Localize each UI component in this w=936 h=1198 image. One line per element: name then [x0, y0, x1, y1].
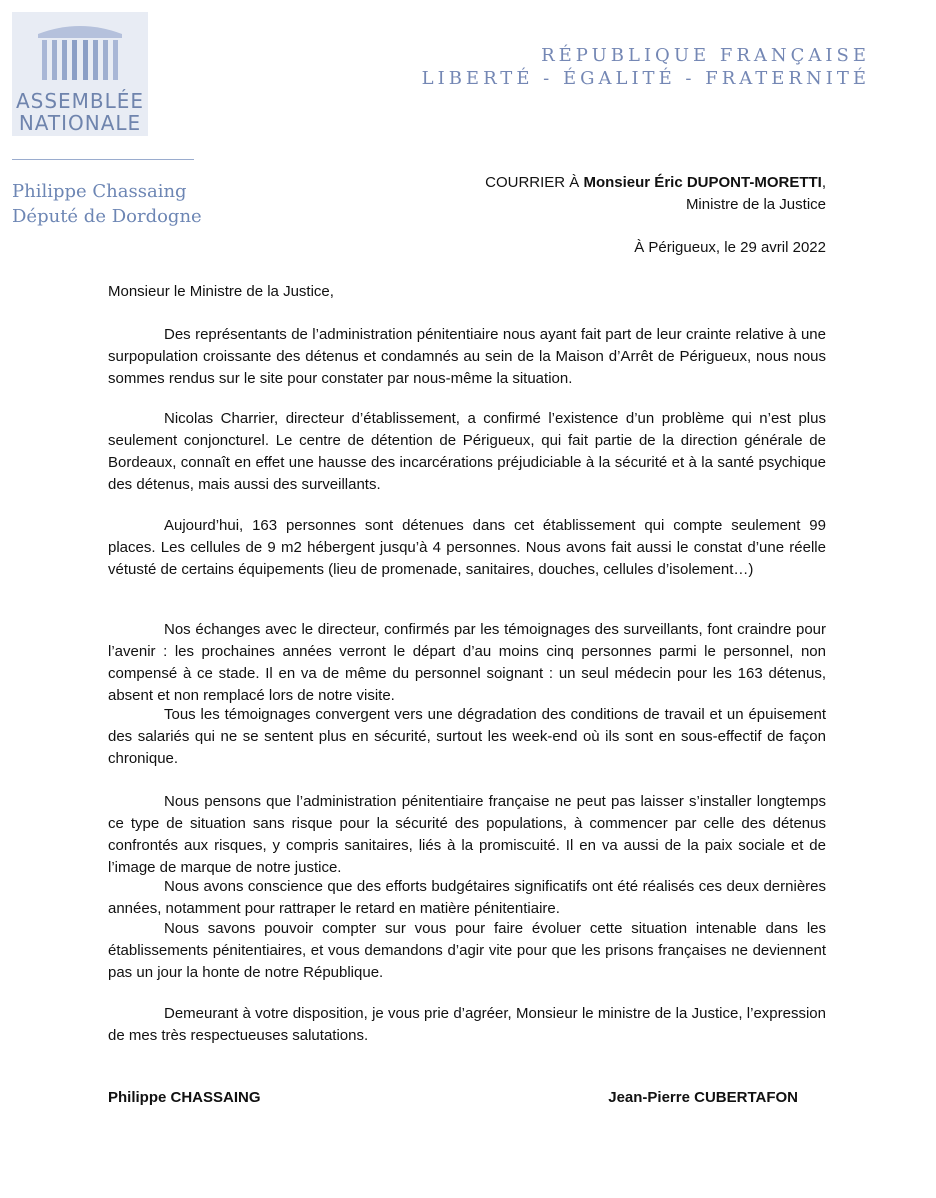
paragraph-5: Tous les témoignages convergent vers une dégradation des conditions de travail et un épuisement des salariés qui ne se sentent plus en sécurité, surtout les week-end où ils sont en sous-effectif de façon chronique.: [108, 706, 826, 767]
header-divider: [12, 159, 194, 160]
deputy-name: Philippe Chassaing: [12, 181, 187, 202]
assembly-building-icon: [28, 20, 132, 84]
republic-motto: LIBERTÉ - ÉGALITÉ - FRATERNITÉ: [421, 68, 870, 89]
logo-text-line2: NATIONALE: [18, 111, 142, 135]
paragraph-1: Des représentants de l’administration pénitentiaire nous ayant fait part de leur crainte relative à une surpopulation croissante des détenus et condamnés au sein de la Maison d’Arrêt de Périgueux, nous nous sommes rendus sur le site pour constater par nous-même la situation.: [108, 326, 826, 387]
republic-title: RÉPUBLIQUE FRANÇAISE: [541, 45, 870, 66]
paragraph-8: Nous savons pouvoir compter sur vous pour faire évoluer cette situation intenable dans les établissements pénitentiaires, et vous demandons d’agir vite pour que les prisons françaises ne deviennent pas un jour la honte de notre République.: [108, 920, 826, 981]
paragraph-2: Nicolas Charrier, directeur d’établissement, a confirmé l’existence d’un problème qui n’est plus seulement conjoncturel. Le centre de détention de Périgueux, qui fait partie de la direction générale de Bordeaux, connaît en effet une hausse des incarcérations préjudiciable à la sécurité et à la santé psychique des détenus, mais aussi des surveillants.: [108, 410, 826, 493]
assemblee-nationale-logo: [12, 12, 148, 136]
logo-text-line1: ASSEMBLÉE: [15, 89, 145, 113]
recipient-name: Monsieur Éric DUPONT-MORETTI: [583, 174, 822, 191]
paragraph-6: Nous pensons que l’administration pénitentiaire française ne peut pas laisser s’installer longtemps ce type de situation sans risque pour la sécurité des populations, à commencer par celle des détenus confrontés aux risques, y compris sanitaires, liés à la promiscuité. Il en va aussi de la paix sociale et de l’image de marque de notre justice.: [108, 793, 826, 876]
signature-left: Philippe CHASSAING: [108, 1089, 261, 1106]
paragraph-3: Aujourd’hui, 163 personnes sont détenues dans cet établissement qui compte seulement 99 places. Les cellules de 9 m2 hébergent jusqu’à 4 personnes. Nous avons fait aussi le constat d’une réelle vétusté de certains équipements (lieu de promenade, sanitaires, douches, cellules d’isolement…): [108, 517, 826, 578]
paragraph-9: Demeurant à votre disposition, je vous prie d’agréer, Monsieur le ministre de la Justice, l’expression de mes très respectueuses salutations.: [108, 1005, 826, 1044]
paragraph-4: Nos échanges avec le directeur, confirmés par les témoignages des surveillants, font craindre pour l’avenir : les prochaines années verront le départ d’au moins cinq personnes parmi le personnel, non compensé à ce stade. Il en va de même du personnel soignant : un seul médecin pour les 163 détenus, absent et non remplacé lors de notre visite.: [108, 621, 826, 704]
signature-right: Jean-Pierre CUBERTAFON: [608, 1089, 798, 1106]
recipient-prefix: COURRIER À: [485, 174, 584, 191]
paragraph-7: Nous avons conscience que des efforts budgétaires significatifs ont été réalisés ces deux dernières années, notamment pour rattraper le retard en matière pénitentiaire.: [108, 878, 826, 917]
deputy-title: Député de Dordogne: [12, 206, 202, 227]
recipient-line: [485, 172, 826, 194]
letter-date: À Périgueux, le 29 avril 2022: [634, 239, 826, 256]
recipient-title: Ministre de la Justice: [685, 196, 826, 213]
salutation: Monsieur le Ministre de la Justice,: [108, 283, 334, 300]
recipient-suffix: ,: [821, 174, 826, 191]
